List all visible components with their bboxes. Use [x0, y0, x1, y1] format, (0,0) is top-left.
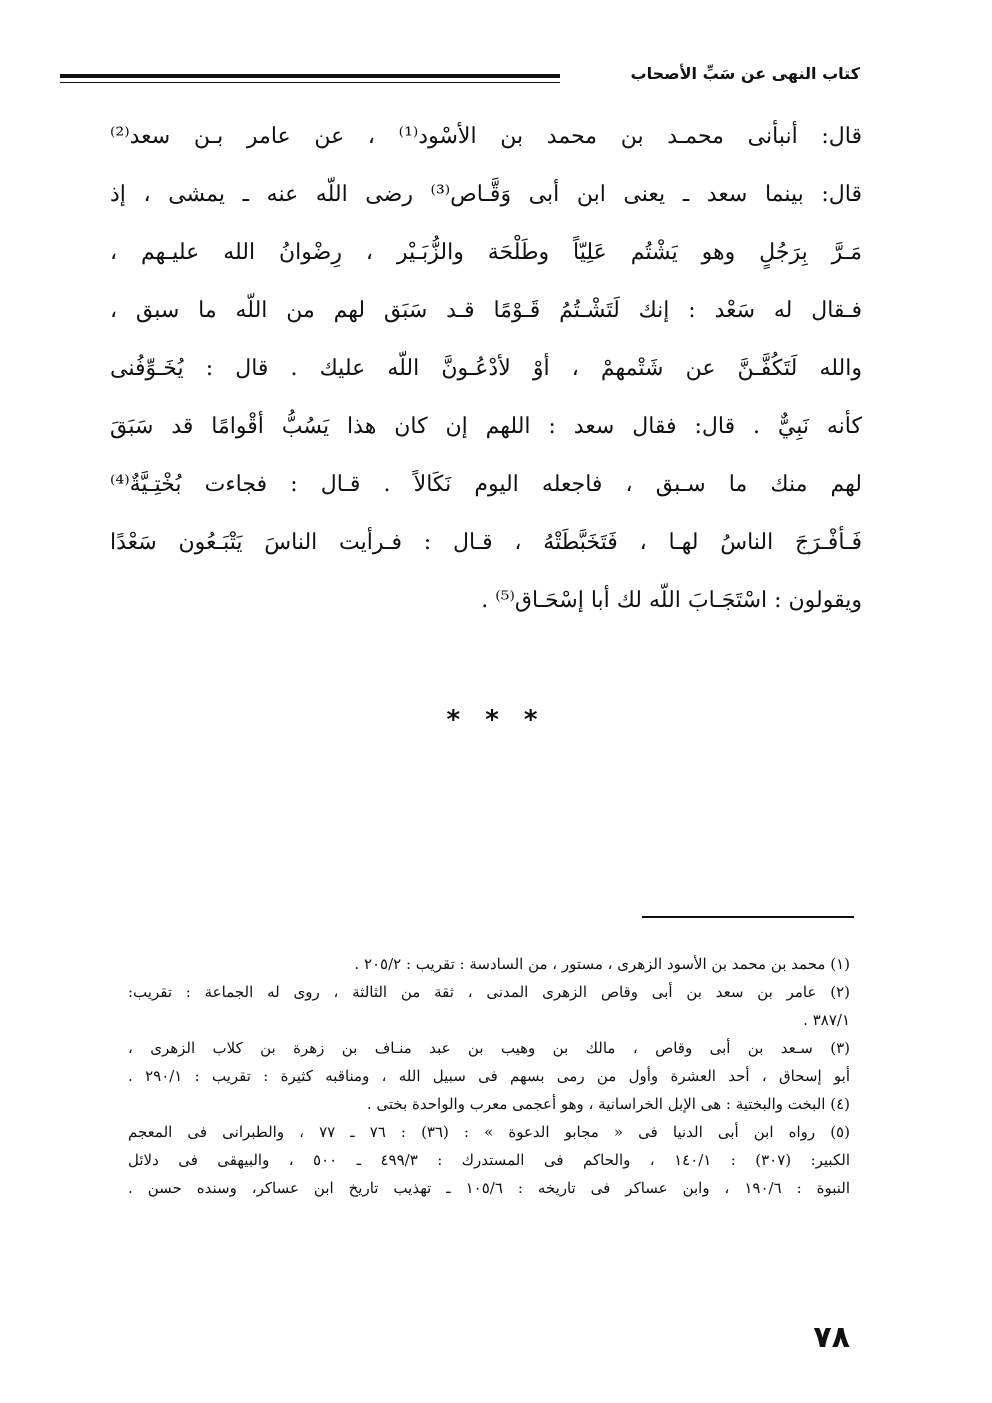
text-line: لهم منك ما سـبق ، فاجعله اليوم نَكَالاً . قـال : فجاءت بُخْتِـيَّةٌ⁽⁴⁾ [110, 472, 862, 497]
footnote-divider [642, 916, 854, 918]
header-rule-thick [60, 74, 560, 78]
text-line: والله لَتَكُفَّـنَّ عن شَتْمهمْ ، أوْ لأدْعُـونَّ اللّه عليك . قال : يُخَـوِّفُنى [110, 356, 862, 381]
page-number: ٧٨ [813, 1320, 850, 1355]
text-line: كأنه نَبِيٌّ . قال: فقال سعد : اللهم إن كان هذا يَسُبُّ أقْوامًا قد سَبَقَ [110, 414, 862, 439]
main-text-block [110, 108, 862, 630]
book-title: كتاب النهى عن سَبِّ الأصحاب [630, 64, 860, 83]
footnote-line: (٢) عامر بن سعد بن أبى وقاص الزهرى المدنى ، ثقة من الثالثة ، روى له الجماعة : تقريب: [128, 983, 850, 1001]
footnote-line: (٣) سـعد بن أبى وقاص ، مالك بن وهيب بن عبد منـاف بن زهرة بن كلاب الزهرى ، [128, 1039, 850, 1057]
footnote-line: (١) محمد بن محمد بن الأسود الزهرى ، مستور ، من السادسة : تقريب : ٢٠٥/٢ . [354, 955, 850, 973]
footnotes-block [128, 950, 850, 1202]
running-header [60, 62, 860, 94]
header-rule-thin [60, 82, 560, 83]
footnote-line: النبوة : ١٩٠/٦ ، وابن عساكر فى تاريخه : ١٠٥/٦ ـ تهذيب تاريخ ابن عساكر، وسنده حسن . [128, 1179, 850, 1197]
footnote-line: (٤) البخت والبختية : هى الإبل الخراسانية ، وهو أعجمى معرب والواحدة بختى . [366, 1095, 850, 1113]
footnote-line: ٣٨٧/١ . [803, 1011, 850, 1029]
footnote-line: أبو إسحاق ، أحد العشرة وأول من رمى بسهم فى سبيل الله ، ومناقبه كثيرة : تقريب : ٢٩٠/١ . [128, 1067, 850, 1085]
text-line: ويقولون : اسْتَجَـابَ اللّه لك أبا إسْحَـاق⁽⁵⁾ . [481, 588, 862, 613]
footnote-line: الكبير: (٣٠٧) : ١٤٠/١ ، والحاكم فى المستدرك : ٤٩٩/٣ ـ ٥٠٠ ، والبيهقى فى دلائل [128, 1151, 850, 1169]
text-line: قال: بينما سعد ـ يعنى ابن أبى وَقَّـاص⁽³⁾ رضى اللّه عنه ـ يمشى ، إذ [110, 182, 862, 207]
text-line: مَـرَّ بِرَجُلٍ وهو يَشْتُم عَلِيّاً وطَلْحَة والزُّبَـيْر ، رِضْوانُ الله عليـهم ، [110, 240, 862, 265]
text-line: قال: أنبأنى محمـد بن محمد بن الأسْود⁽¹⁾ ، عن عامر بـن سعد⁽²⁾ [110, 124, 862, 149]
text-line: فـقال له سَعْد : إنك لَتَشْـتُمُ قَـوْمًا قـد سَبَق لهم من اللّه ما سبق ، [110, 298, 862, 323]
footnote-line: (٥) رواه ابن أبى الدنيا فى « مجابو الدعوة » : (٣٦) : ٧٦ ـ ٧٧ ، والطبرانى فى المعجم [128, 1123, 850, 1141]
section-separator: * * * [446, 705, 546, 735]
text-line: فَـأفْـرَجَ الناسُ لهـا ، فَتَخَبَّطَتْهُ ، قـال : فـرأيت الناسَ يَتْبَـعُون سَعْدًا [110, 530, 862, 555]
